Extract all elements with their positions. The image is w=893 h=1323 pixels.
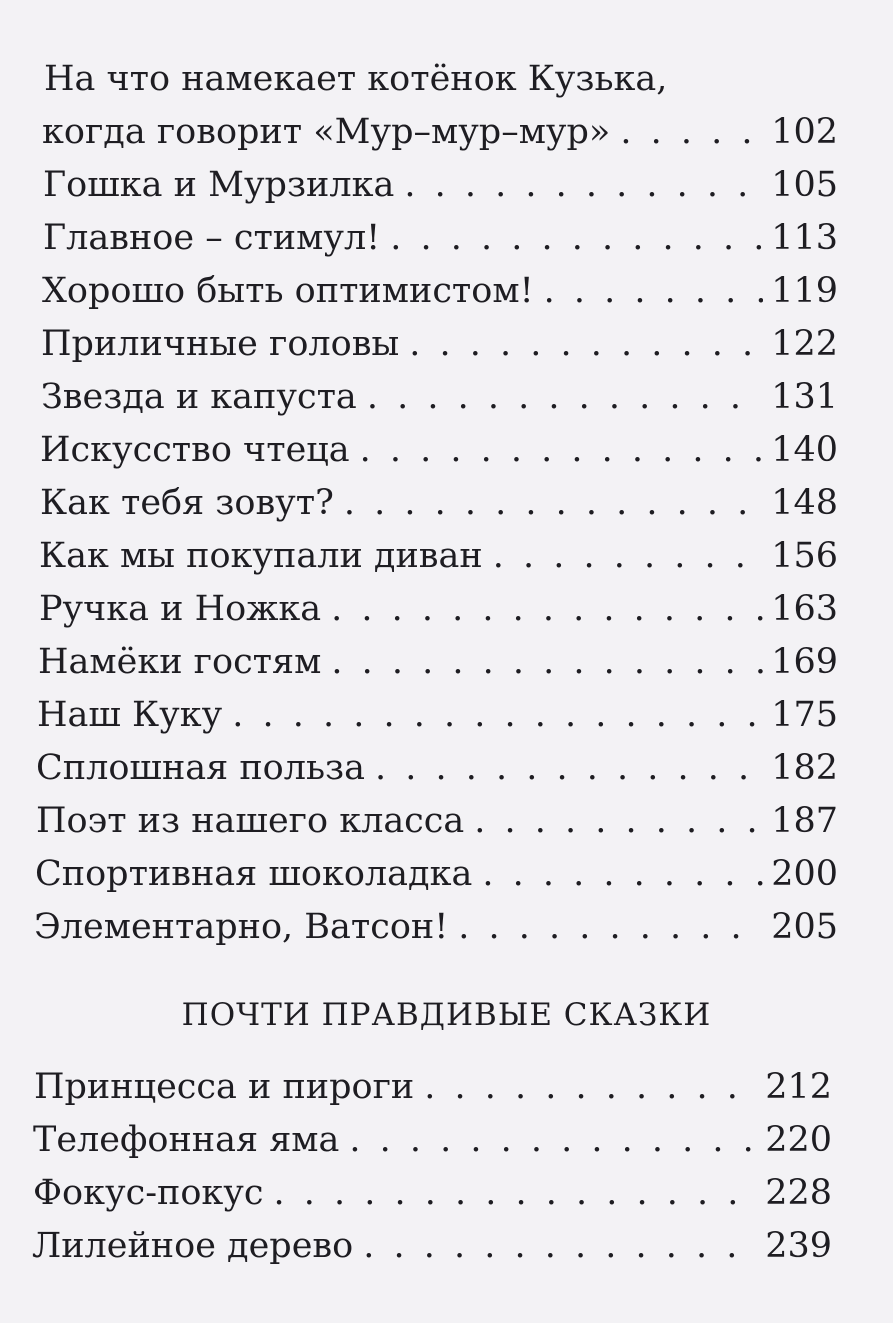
toc-entry-first-line: На что намекает котёнок Кузька, — [44, 59, 668, 99]
toc-entry — [43, 165, 838, 205]
toc-entry-title: Лилейное дерево — [32, 1226, 354, 1266]
dot-leader — [620, 115, 763, 150]
dot-leader — [363, 1229, 757, 1264]
toc-entry-page: 239 — [765, 1226, 832, 1266]
dot-leader — [458, 910, 763, 945]
toc-entry-title: Фокус-покус — [33, 1173, 264, 1213]
toc-entry-page: 175 — [771, 695, 838, 735]
toc-entry — [38, 642, 838, 682]
dot-leader — [375, 751, 763, 786]
toc-entry — [42, 112, 838, 152]
toc-entry-title: Поэт из нашего класса — [36, 801, 465, 841]
toc-entry-page: 182 — [771, 748, 838, 788]
dot-leader — [482, 857, 763, 892]
dot-leader — [274, 1176, 758, 1211]
toc-entry-title: Сплошная польза — [36, 748, 365, 788]
toc-entry-page: 148 — [771, 483, 838, 523]
toc-entry — [41, 324, 838, 364]
dot-leader — [344, 486, 763, 521]
dot-leader — [390, 221, 763, 256]
toc-entry-page: 200 — [771, 854, 838, 894]
toc-entry-title: Элементарно, Ватсон! — [34, 907, 449, 947]
dot-leader — [404, 168, 763, 203]
toc-entry — [39, 536, 838, 576]
toc-entry-page: 169 — [771, 642, 838, 682]
toc-entry — [40, 430, 838, 470]
dot-leader — [349, 1123, 757, 1158]
toc-entry-title: Намёки гостям — [38, 642, 322, 682]
dot-leader — [424, 1070, 757, 1105]
toc-entry-title: Ручка и Ножка — [39, 589, 322, 629]
toc-entry-page: 163 — [771, 589, 838, 629]
toc-entry-title: Принцесса и пироги — [34, 1067, 415, 1107]
toc-entry — [40, 483, 838, 523]
toc-entry-page: 187 — [771, 801, 838, 841]
toc-entry-page: 102 — [771, 112, 838, 152]
toc-entry — [32, 1226, 832, 1266]
toc-entry-title: Спортивная шоколадка — [35, 854, 473, 894]
toc-entry — [34, 1067, 832, 1107]
toc-entry-page: 113 — [771, 218, 838, 258]
toc-entry-title: Искусство чтеца — [40, 430, 350, 470]
dot-leader — [367, 380, 763, 415]
toc-entry — [37, 695, 838, 735]
toc-entry-title: Как мы покупали диван — [39, 536, 483, 576]
dot-leader — [232, 698, 763, 733]
toc-entry-title: Приличные головы — [41, 324, 400, 364]
toc-entry — [33, 1120, 832, 1160]
toc-entry — [39, 589, 838, 629]
toc-entry-title: Телефонная яма — [33, 1120, 340, 1160]
toc-entry-page: 228 — [765, 1173, 832, 1213]
toc-entry — [41, 377, 838, 417]
dot-leader — [474, 804, 763, 839]
toc-entry-title: Как тебя зовут? — [40, 483, 334, 523]
toc-entry-page: 205 — [771, 907, 838, 947]
toc-entry — [36, 748, 838, 788]
toc-entry-page: 220 — [765, 1120, 832, 1160]
toc-entry-title: Гошка и Мурзилка — [43, 165, 395, 205]
section-heading: ПОЧТИ ПРАВДИВЫЕ СКАЗКИ — [181, 997, 712, 1033]
dot-leader — [331, 592, 763, 627]
toc-entry-page: 156 — [771, 536, 838, 576]
toc-entry-page: 131 — [771, 377, 838, 417]
dot-leader — [360, 433, 764, 468]
toc-entry-page: 140 — [771, 430, 838, 470]
toc-entry-title: Звезда и капуста — [41, 377, 357, 417]
toc-entry-page: 119 — [771, 271, 838, 311]
dot-leader — [331, 645, 763, 680]
toc-entry-title: Главное – стимул! — [43, 218, 381, 258]
toc-entry-page: 105 — [771, 165, 838, 205]
dot-leader — [409, 327, 763, 362]
toc-entry-page: 122 — [771, 324, 838, 364]
toc-entry-page: 212 — [765, 1067, 832, 1107]
toc-entry — [34, 907, 838, 947]
toc-entry-title: Наш Куку — [37, 695, 223, 735]
toc-entry-title: Хорошо быть оптимистом! — [42, 271, 534, 311]
toc-entry-title: когда говорит «Мур–мур–мур» — [42, 112, 611, 152]
dot-leader — [544, 274, 764, 309]
dot-leader — [493, 539, 764, 574]
toc-entry — [33, 1173, 832, 1213]
toc-entry — [35, 854, 838, 894]
toc-entry — [36, 801, 838, 841]
toc-entry — [43, 218, 838, 258]
toc-entry — [42, 271, 838, 311]
